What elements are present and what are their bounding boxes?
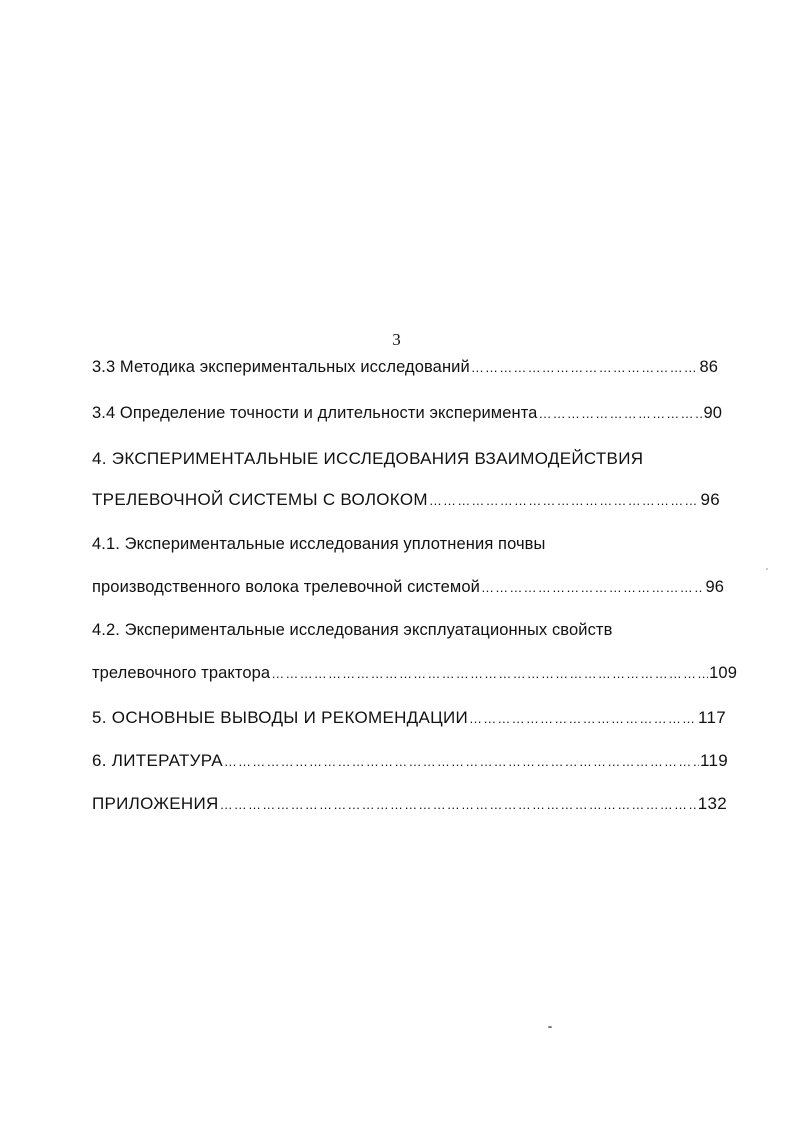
- toc-entry-title: трелевочного трактора: [92, 664, 271, 682]
- toc-entry-4: [92, 490, 720, 510]
- toc-entry-3-4: [92, 404, 722, 423]
- toc-entry-appendices: [92, 794, 727, 814]
- toc-entry-title: ТРЕЛЕВОЧНОЙ СИСТЕМЫ С ВОЛОКОМ: [92, 490, 428, 509]
- toc-entry-4-1-title-line-1: [92, 535, 692, 554]
- toc-leader-dots: [224, 754, 699, 769]
- toc-page-number: 109: [709, 664, 737, 682]
- toc-entry-title: 4. ЭКСПЕРИМЕНТАЛЬНЫЕ ИССЛЕДОВАНИЯ ВЗАИМОДЕЙСТВИЯ: [92, 449, 644, 468]
- toc-entry-title: 3.3 Методика экспериментальных исследований: [92, 358, 470, 376]
- toc-entry-title: 4.1. Экспериментальные исследования уплотнения почвы: [92, 535, 546, 553]
- toc-leader-dots: [220, 797, 697, 812]
- toc-page-number: 96: [700, 490, 720, 509]
- toc-entry-title: 5. ОСНОВНЫЕ ВЫВОДЫ И РЕКОМЕНДАЦИИ: [92, 708, 469, 727]
- toc-entry-4-2-title-line-1: [92, 621, 692, 640]
- toc-entry-title: 6. ЛИТЕРАТУРА: [92, 751, 223, 770]
- toc-leader-dots: [271, 666, 708, 681]
- page-number: 3: [392, 330, 401, 349]
- toc-leader-dots: [538, 406, 702, 421]
- toc-page-number: 117: [697, 708, 726, 727]
- toc-leader-dots: [469, 711, 697, 726]
- toc-entry-5: [92, 708, 726, 728]
- toc-leader-dots: [471, 360, 699, 375]
- toc-entry-title: 3.4 Определение точности и длительности эксперимента: [92, 404, 538, 422]
- toc-entry-4-2: [92, 664, 737, 683]
- toc-entry-title: ПРИЛОЖЕНИЯ: [92, 794, 219, 813]
- toc-leader-dots: [481, 580, 704, 595]
- toc-leader-dots: [429, 493, 700, 508]
- scan-speck: [766, 568, 768, 570]
- toc-page-number: 86: [699, 358, 718, 376]
- scan-speck: [548, 1026, 552, 1028]
- toc-entry-4-1: [92, 578, 724, 597]
- toc-entry-title: 4.2. Экспериментальные исследования эксплуатационных свойств: [92, 621, 613, 639]
- toc-page-number: 132: [697, 794, 727, 813]
- toc-page-number: 96: [705, 578, 724, 596]
- toc-entry-3-3: [92, 358, 718, 377]
- toc-entry-title: производственного волока трелевочной системой: [92, 578, 480, 596]
- toc-page-number: 90: [703, 404, 722, 422]
- toc-entry-6: [92, 751, 728, 771]
- toc-entry-4-title-line-1: [92, 449, 692, 469]
- toc-page-number: 119: [699, 751, 728, 770]
